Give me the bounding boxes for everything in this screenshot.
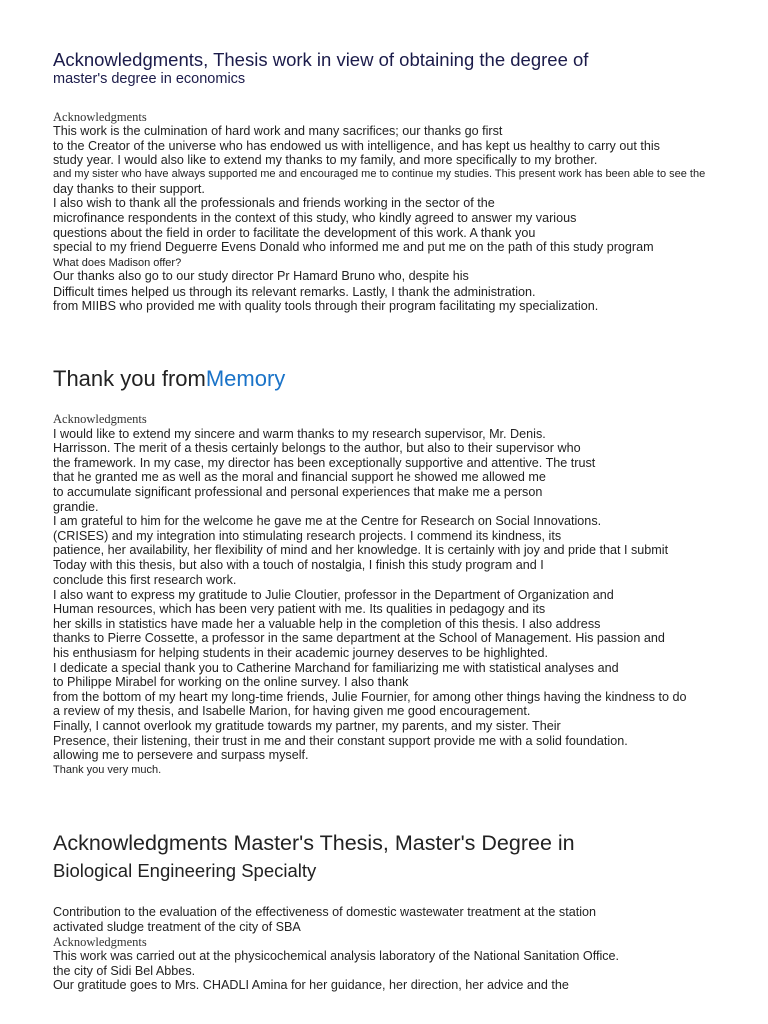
paragraph-line: grandie.	[53, 500, 99, 514]
paragraph-line: This work was carried out at the physicochemical analysis laboratory of the National Sanitation Office.	[53, 949, 620, 963]
paragraph-line: microfinance respondents in the context of this study, who kindly agreed to answer my various	[53, 211, 577, 225]
paragraph-line: Human resources, which has been very patient with me. Its qualities in pedagogy and its	[53, 602, 546, 616]
paragraph-line: I also want to express my gratitude to Julie Cloutier, professor in the Department of Organization and	[53, 588, 614, 602]
paragraph-line: Presence, their listening, their trust in me and their constant support provide me with a solid foundation.	[53, 734, 628, 748]
paragraph-line: conclude this first research work.	[53, 573, 237, 587]
section-2-title	[53, 366, 285, 392]
paragraph-line: activated sludge treatment of the city of SBA	[53, 920, 301, 934]
paragraph-line: that he granted me as well as the moral and financial support he showed me allowed me	[53, 470, 546, 484]
section-2-title-accent: Memory	[205, 366, 286, 391]
section-2-label: Acknowledgments	[53, 412, 147, 426]
section-3-subtitle: Biological Engineering Specialty	[53, 860, 317, 881]
paragraph-line: Our thanks also go to our study director Pr Hamard Bruno who, despite his	[53, 269, 469, 283]
paragraph-line: to accumulate significant professional and personal experiences that make me a person	[53, 485, 543, 499]
paragraph-line: Our gratitude goes to Mrs. CHADLI Amina for her guidance, her direction, her advice and the	[53, 978, 569, 992]
paragraph-line: Difficult times helped us through its relevant remarks. Lastly, I thank the administration.	[53, 285, 536, 299]
paragraph-line: to Philippe Mirabel for working on the online survey. I also thank	[53, 675, 409, 689]
section-3-title: Acknowledgments Master's Thesis, Master's Degree in	[53, 831, 575, 855]
section-1-label: Acknowledgments	[53, 110, 147, 124]
paragraph-line: Today with this thesis, but also with a touch of nostalgia, I finish this study program and I	[53, 558, 544, 572]
paragraph-line: This work is the culmination of hard work and many sacrifices; our thanks go first	[53, 124, 503, 138]
paragraph-line: I would like to extend my sincere and warm thanks to my research supervisor, Mr. Denis.	[53, 427, 546, 441]
paragraph-line: I also wish to thank all the professionals and friends working in the sector of the	[53, 196, 495, 210]
paragraph-line: day thanks to their support.	[53, 182, 205, 196]
paragraph-line: a review of my thesis, and Isabelle Marion, for having given me good encouragement.	[53, 704, 531, 718]
paragraph-line: thanks to Pierre Cossette, a professor in the same department at the School of Management. His passion and	[53, 631, 665, 645]
paragraph-line: special to my friend Deguerre Evens Donald who informed me and put me on the path of this study program	[53, 240, 654, 254]
section-1-subtitle: master's degree in economics	[53, 71, 246, 87]
paragraph-line: from the bottom of my heart my long-time friends, Julie Fournier, for among other things having the kindness to do	[53, 690, 687, 704]
paragraph-line: (CRISES) and my integration into stimulating research projects. I commend its kindness, its	[53, 529, 562, 543]
paragraph-line: Contribution to the evaluation of the effectiveness of domestic wastewater treatment at the station	[53, 905, 597, 919]
paragraph-line: her skills in statistics have made her a valuable help in the completion of this thesis. I also address	[53, 617, 601, 631]
paragraph-line: Harrisson. The merit of a thesis certainly belongs to the author, but also to their supervisor who	[53, 441, 581, 455]
paragraph-line: questions about the field in order to facilitate the development of this work. A thank you	[53, 226, 536, 240]
paragraph-line: the framework. In my case, my director has been exceptionally supportive and attentive. The trust	[53, 456, 596, 470]
paragraph-line: patience, her availability, her flexibility of mind and her knowledge. It is certainly with joy and pride that I submit	[53, 543, 669, 557]
paragraph-line: and my sister who have always supported me and encouraged me to continue my studies. This present work has been able to see the	[53, 168, 706, 180]
paragraph-line: I dedicate a special thank you to Catherine Marchand for familiarizing me with statistical analyses and	[53, 661, 619, 675]
paragraph-line: from MIIBS who provided me with quality tools through their program facilitating my specialization.	[53, 299, 599, 313]
paragraph-line: What does Madison offer?	[53, 257, 182, 269]
paragraph-line: his enthusiasm for helping students in their academic journey deserves to be highlighted.	[53, 646, 548, 660]
paragraph-line: allowing me to persevere and surpass myself.	[53, 748, 309, 762]
paragraph-line: I am grateful to him for the welcome he gave me at the Centre for Research on Social Innovations.	[53, 514, 602, 528]
section-3-label: Acknowledgments	[53, 935, 147, 949]
paragraph-line: Thank you very much.	[53, 764, 162, 776]
paragraph-line: study year. I would also like to extend my thanks to my family, and more specifically to my brother.	[53, 153, 598, 167]
paragraph-line: Finally, I cannot overlook my gratitude towards my partner, my parents, and my sister. Their	[53, 719, 561, 733]
paragraph-line: the city of Sidi Bel Abbes.	[53, 964, 196, 978]
paragraph-line: to the Creator of the universe who has endowed us with intelligence, and has kept us healthy to carry out this	[53, 139, 660, 153]
section-2-title-text: Thank you from	[53, 366, 206, 391]
section-1-title: Acknowledgments, Thesis work in view of obtaining the degree of	[53, 49, 589, 70]
